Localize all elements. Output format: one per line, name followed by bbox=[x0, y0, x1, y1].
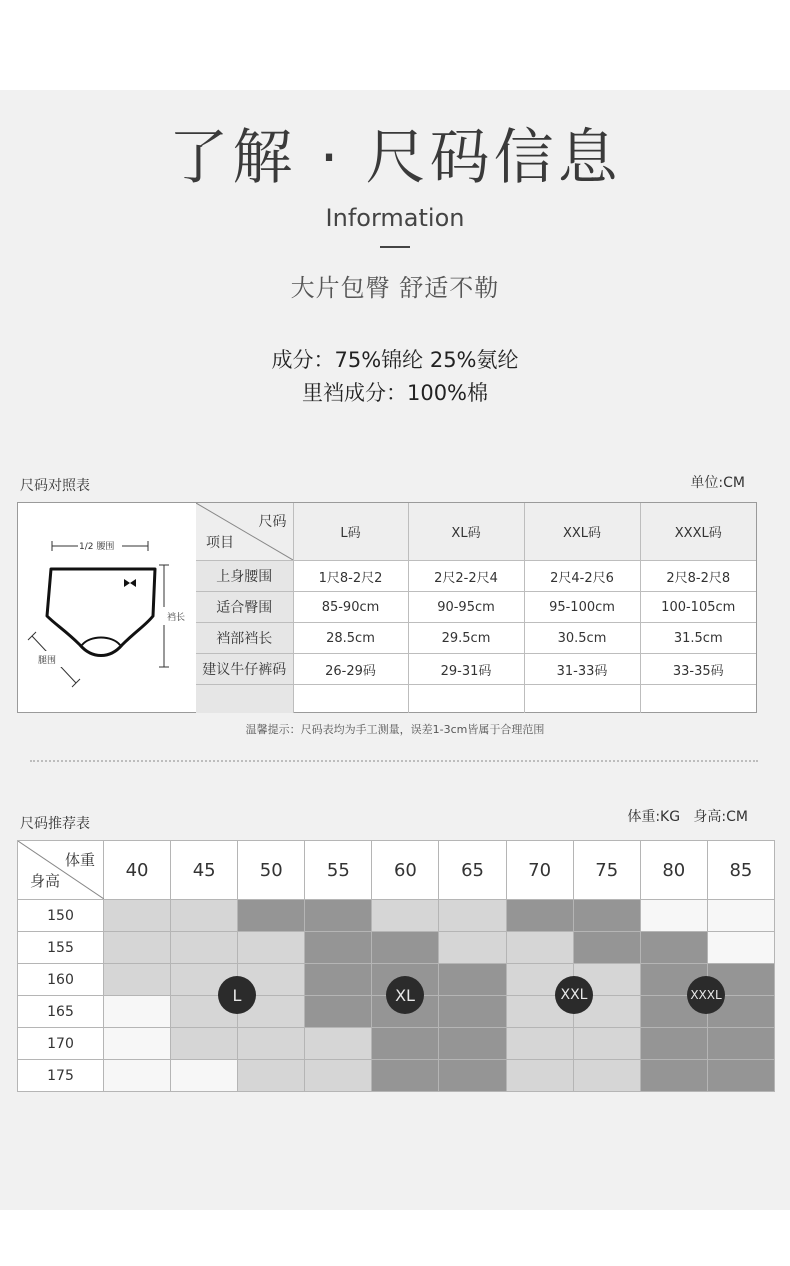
grid-cell bbox=[305, 900, 372, 932]
grid-cell bbox=[104, 932, 171, 964]
grid-cell bbox=[104, 996, 171, 1028]
corner-weight-label: 体重 bbox=[64, 851, 95, 869]
recommend-table-unit: 体重:KG 身高:CM bbox=[627, 809, 748, 825]
grid-cell bbox=[305, 996, 372, 1028]
row-label: 建议牛仔裤码 bbox=[196, 654, 293, 685]
grid-cell bbox=[439, 900, 506, 932]
measurement-tip: 温馨提示：尺码表均为手工测量，误差1-3cm皆属于合理范围 bbox=[245, 723, 545, 736]
table-cell: 29.5cm bbox=[408, 623, 524, 654]
grid-cell bbox=[707, 900, 774, 932]
dotted-divider bbox=[30, 760, 758, 762]
subtitle: 大片包臀 舒适不勒 bbox=[290, 274, 500, 302]
garment-diagram bbox=[18, 503, 197, 712]
grid-cell bbox=[573, 932, 640, 964]
grid-row bbox=[18, 900, 775, 932]
table-header-row bbox=[196, 503, 756, 561]
weight-header: 45 bbox=[171, 841, 238, 900]
grid-corner-cell bbox=[18, 841, 104, 900]
table-row bbox=[196, 592, 756, 623]
grid-cell bbox=[104, 1028, 171, 1060]
table-cell: 2尺2-2尺4 bbox=[408, 561, 524, 592]
grid-cell bbox=[573, 1060, 640, 1092]
grid-cell bbox=[640, 1028, 707, 1060]
grid-cell bbox=[439, 932, 506, 964]
size-badge: XL bbox=[386, 976, 424, 1014]
size-table-unit: 单位:CM bbox=[690, 475, 745, 491]
grid-cell bbox=[506, 1028, 573, 1060]
size-comparison-table bbox=[196, 503, 756, 713]
grid-cell bbox=[171, 900, 238, 932]
grid-cell bbox=[439, 964, 506, 996]
recommend-table-title: 尺码推荐表 bbox=[20, 816, 90, 832]
grid-cell bbox=[104, 900, 171, 932]
grid-cell bbox=[238, 1060, 305, 1092]
grid-cell bbox=[171, 932, 238, 964]
grid-cell bbox=[707, 1060, 774, 1092]
size-badge: L bbox=[218, 976, 256, 1014]
height-label: 175 bbox=[18, 1060, 104, 1092]
table-cell-empty bbox=[293, 685, 408, 714]
grid-cell bbox=[238, 900, 305, 932]
grid-cell bbox=[573, 900, 640, 932]
grid-cell bbox=[573, 1028, 640, 1060]
grid-cell bbox=[305, 1060, 372, 1092]
weight-header: 75 bbox=[573, 841, 640, 900]
table-cell-empty bbox=[524, 685, 640, 714]
grid-cell bbox=[238, 1028, 305, 1060]
row-label: 上身腰围 bbox=[196, 561, 293, 592]
grid-cell bbox=[305, 964, 372, 996]
size-header: XL码 bbox=[408, 503, 524, 561]
weight-header: 60 bbox=[372, 841, 439, 900]
grid-row bbox=[18, 932, 775, 964]
grid-cell bbox=[640, 932, 707, 964]
size-header: XXXL码 bbox=[640, 503, 756, 561]
table-cell: 31-33码 bbox=[524, 654, 640, 685]
table-cell-empty bbox=[408, 685, 524, 714]
table-row-empty bbox=[196, 685, 756, 714]
table-cell: 2尺8-2尺8 bbox=[640, 561, 756, 592]
grid-cell bbox=[238, 932, 305, 964]
page-title-english: Information bbox=[325, 204, 465, 232]
grid-row bbox=[18, 1060, 775, 1092]
row-label: 适合臀围 bbox=[196, 592, 293, 623]
table-cell-empty bbox=[640, 685, 756, 714]
page-title: 了解 · 尺码信息 bbox=[168, 123, 622, 193]
size-table bbox=[17, 502, 757, 713]
size-badge: XXL bbox=[555, 976, 593, 1014]
table-cell: 29-31码 bbox=[408, 654, 524, 685]
table-cell: 31.5cm bbox=[640, 623, 756, 654]
table-cell: 33-35码 bbox=[640, 654, 756, 685]
table-cell: 2尺4-2尺6 bbox=[524, 561, 640, 592]
table-cell: 28.5cm bbox=[293, 623, 408, 654]
height-label: 160 bbox=[18, 964, 104, 996]
size-badge: XXXL bbox=[687, 976, 725, 1014]
grid-cell bbox=[372, 932, 439, 964]
underwear-icon bbox=[18, 503, 196, 712]
grid-cell bbox=[640, 900, 707, 932]
size-header: XXL码 bbox=[524, 503, 640, 561]
grid-cell bbox=[439, 1060, 506, 1092]
grid-cell bbox=[372, 900, 439, 932]
corner-height-label: 身高 bbox=[30, 872, 61, 890]
height-label: 165 bbox=[18, 996, 104, 1028]
table-cell: 1尺8-2尺2 bbox=[293, 561, 408, 592]
rise-label: 裆长 bbox=[167, 613, 186, 623]
table-cell: 85-90cm bbox=[293, 592, 408, 623]
composition-text: 成分：75%锦纶 25%氨纶 bbox=[271, 348, 519, 372]
table-corner-cell bbox=[196, 503, 293, 561]
grid-cell bbox=[305, 932, 372, 964]
height-label: 150 bbox=[18, 900, 104, 932]
table-cell-empty bbox=[196, 685, 293, 714]
weight-header: 80 bbox=[640, 841, 707, 900]
leg-label: 腿围 bbox=[38, 656, 57, 666]
grid-cell bbox=[305, 1028, 372, 1060]
grid-cell bbox=[707, 1028, 774, 1060]
lining-composition-text: 里裆成分：100%棉 bbox=[301, 381, 489, 405]
title-divider bbox=[380, 246, 410, 248]
grid-cell bbox=[372, 1060, 439, 1092]
grid-cell bbox=[506, 932, 573, 964]
grid-row bbox=[18, 1028, 775, 1060]
weight-header: 70 bbox=[506, 841, 573, 900]
grid-cell bbox=[372, 1028, 439, 1060]
table-cell: 26-29码 bbox=[293, 654, 408, 685]
weight-header: 85 bbox=[707, 841, 774, 900]
corner-item-label: 项目 bbox=[206, 535, 234, 551]
table-row bbox=[196, 561, 756, 592]
grid-cell bbox=[707, 932, 774, 964]
weight-header: 40 bbox=[104, 841, 171, 900]
height-label: 155 bbox=[18, 932, 104, 964]
size-header: L码 bbox=[293, 503, 408, 561]
table-cell: 100-105cm bbox=[640, 592, 756, 623]
grid-cell bbox=[171, 1060, 238, 1092]
height-label: 170 bbox=[18, 1028, 104, 1060]
table-cell: 95-100cm bbox=[524, 592, 640, 623]
size-recommendation-grid bbox=[17, 840, 775, 1092]
weight-header: 65 bbox=[439, 841, 506, 900]
grid-cell bbox=[104, 964, 171, 996]
grid-cell bbox=[104, 1060, 171, 1092]
grid-cell bbox=[171, 1028, 238, 1060]
corner-size-label: 尺码 bbox=[258, 514, 287, 530]
grid-cell bbox=[439, 996, 506, 1028]
weight-header: 55 bbox=[305, 841, 372, 900]
grid-cell bbox=[506, 1060, 573, 1092]
table-cell: 30.5cm bbox=[524, 623, 640, 654]
grid-cell bbox=[506, 900, 573, 932]
weight-header: 50 bbox=[238, 841, 305, 900]
table-row bbox=[196, 654, 756, 685]
grid-cell bbox=[640, 1060, 707, 1092]
row-label: 裆部裆长 bbox=[196, 623, 293, 654]
waist-label: 1/2 腰围 bbox=[79, 542, 115, 552]
table-cell: 90-95cm bbox=[408, 592, 524, 623]
table-row bbox=[196, 623, 756, 654]
size-table-title: 尺码对照表 bbox=[20, 478, 90, 494]
grid-cell bbox=[439, 1028, 506, 1060]
grid-header-row bbox=[18, 841, 775, 900]
